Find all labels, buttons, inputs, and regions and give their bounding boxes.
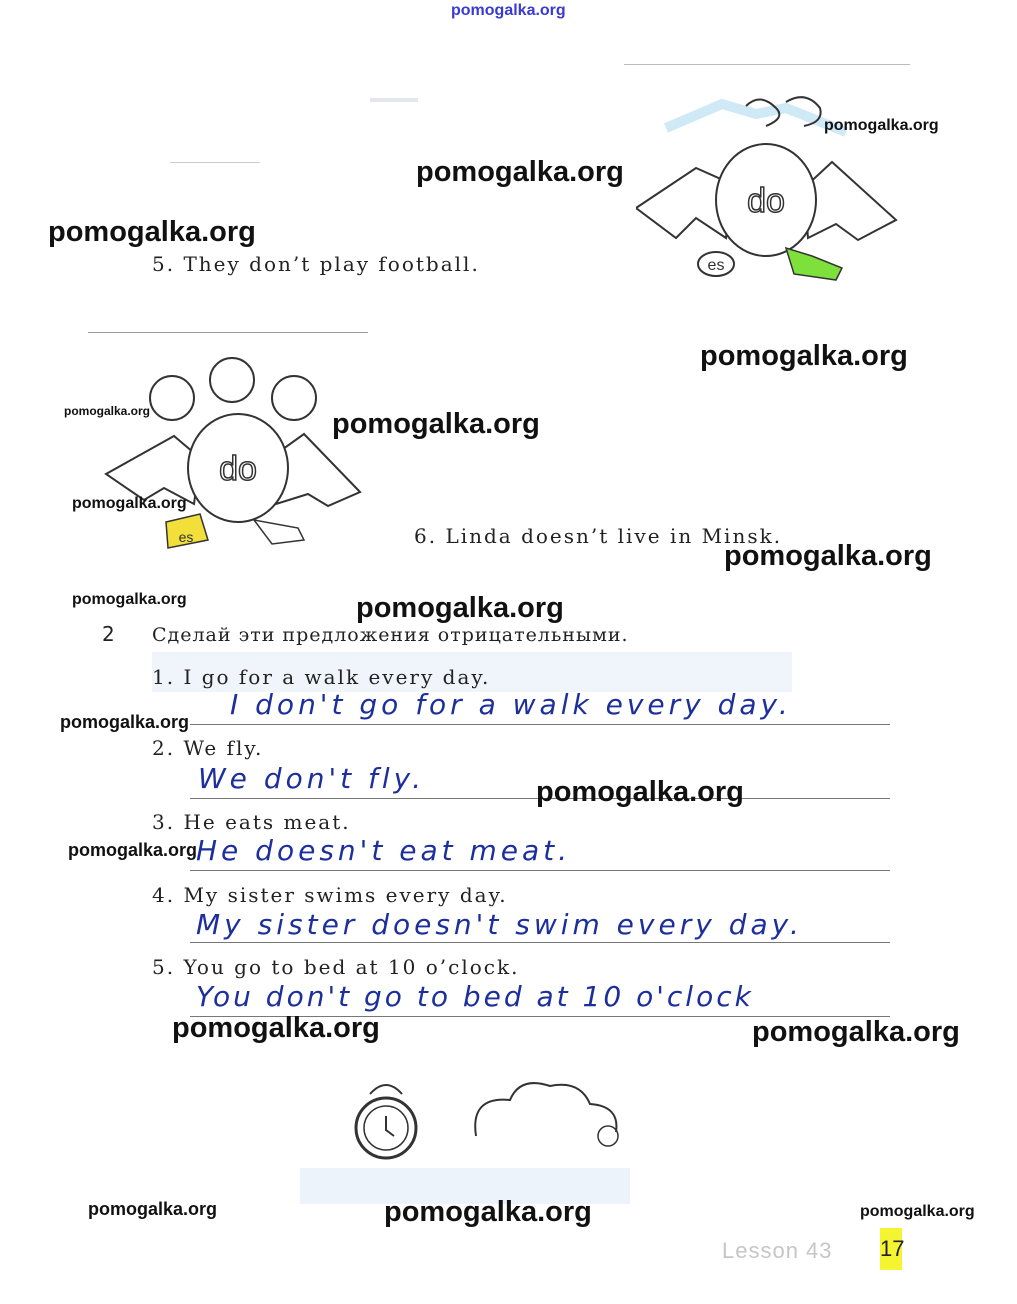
watermark: pomogalka.org [88, 1199, 218, 1219]
lesson-label: Lesson 43 [722, 1238, 833, 1263]
watermark: pomogalka.org [416, 156, 624, 188]
divider-rule [88, 332, 368, 333]
faint-rule [170, 162, 260, 163]
exercise2-item2: 2. We fly. [152, 736, 264, 760]
watermark: pomogalka.org [72, 495, 187, 512]
watermark: pomogalka.org [72, 591, 187, 608]
cloud-shape [475, 1083, 616, 1136]
watermark: pomogalka.org [752, 1016, 960, 1048]
answer-line [190, 942, 890, 943]
watermark: pomogalka.org [356, 592, 564, 624]
watermark: pomogalka.org [824, 117, 939, 134]
watermark: pomogalka.org [172, 1012, 380, 1044]
watermark: pomogalka.org [724, 540, 932, 572]
dragon-right-wing [804, 162, 896, 240]
exercise2-item4: 4. My sister swims every day. [152, 883, 508, 907]
dragon-illustration-left [104, 354, 364, 554]
answer-line [190, 724, 890, 725]
watermark: pomogalka.org [536, 776, 744, 808]
exercise1-item5: 5. They don’t play football. [152, 252, 480, 276]
dragon-top-label: do [747, 182, 785, 220]
watermark: pomogalka.org [48, 216, 256, 248]
dragon-shoe-label: es [707, 257, 725, 274]
dragon-head-right [272, 376, 316, 420]
swirl-icon [598, 1126, 618, 1146]
exercise1-item6: 6. Linda doesn’t live in Minsk. [414, 524, 783, 548]
exercise2-item1: 1. I go for a walk every day. [152, 665, 491, 689]
watermark: pomogalka.org [700, 340, 908, 372]
answer-5: You don't go to bed at 10 o'clock [196, 980, 754, 1013]
watermark: pomogalka.org [332, 408, 540, 440]
exercise2-item3: 3. He eats meat. [152, 810, 351, 834]
watermark: pomogalka.org [384, 1196, 592, 1228]
clock-bell [370, 1085, 402, 1094]
exercise2-item5: 5. You go to bed at 10 o’clock. [152, 955, 520, 979]
top-rule [624, 64, 910, 65]
dragon-green-foot [786, 248, 842, 280]
dragon-head-middle [210, 358, 254, 402]
dragon-head-left [150, 376, 194, 420]
faint-mark [370, 98, 418, 102]
watermark: pomogalka.org [64, 404, 151, 418]
answer-line [190, 870, 890, 871]
exercise2-instruction: Сделай эти предложения отрицательными. [152, 624, 629, 646]
answer-2: We don't fly. [198, 762, 425, 795]
answer-4: My sister doesn't swim every day. [196, 908, 803, 941]
dragon-left-label: do [219, 450, 257, 488]
clock-cloud-illustration [300, 1076, 680, 1216]
watermark: pomogalka.org [60, 712, 190, 732]
exercise2-number: 2 [102, 622, 117, 646]
page-number: 17 [880, 1228, 902, 1270]
watermark: pomogalka.org [68, 840, 198, 860]
dragon-shoe-label: es [178, 529, 194, 545]
dragon-left-wing [106, 436, 200, 504]
dragon-foot [254, 520, 304, 544]
answer-1: I don't go for a walk every day. [230, 688, 792, 721]
site-link[interactable]: pomogalka.org [451, 2, 566, 19]
answer-3: He doesn't eat meat. [196, 834, 572, 867]
watermark: pomogalka.org [860, 1203, 975, 1220]
